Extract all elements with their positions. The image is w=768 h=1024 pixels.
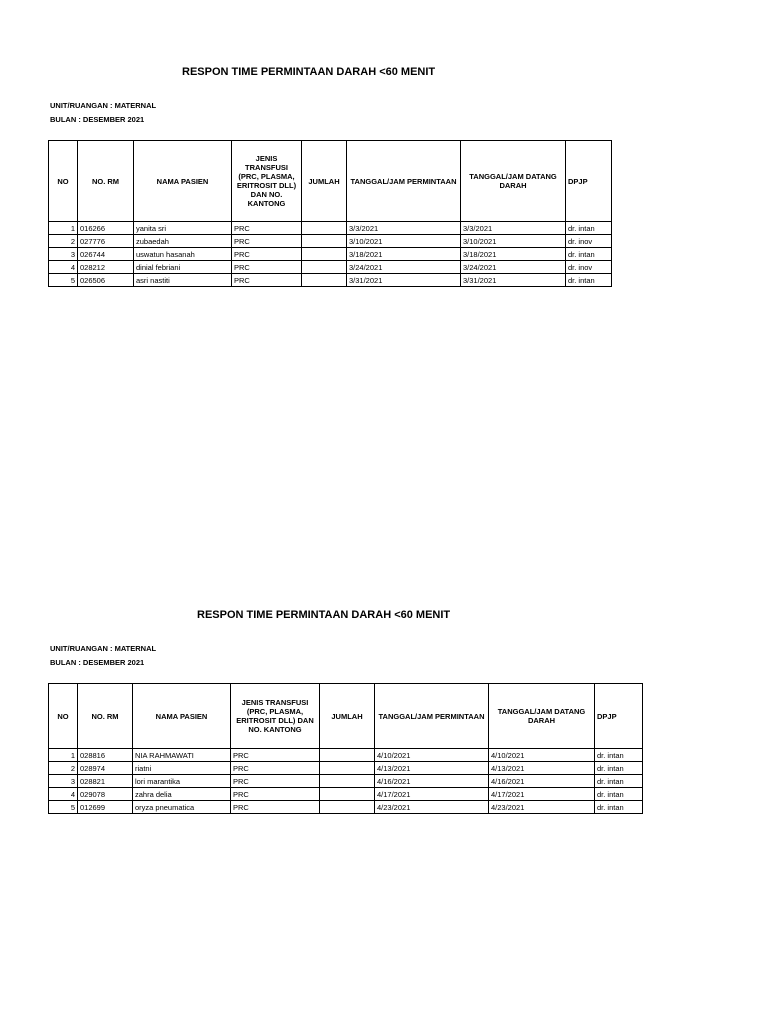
cell-rm: 028212 [78,261,134,274]
cell-arrival: 4/10/2021 [489,749,595,762]
cell-no: 5 [49,801,78,814]
header-dpjp: DPJP [595,684,643,749]
cell-type: PRC [231,775,320,788]
blood-request-table [48,683,643,814]
cell-name: riatni [133,762,231,775]
table-header-row [49,684,643,749]
cell-name: zahra delia [133,788,231,801]
cell-qty [320,749,375,762]
cell-request: 4/10/2021 [375,749,489,762]
header-request-time: TANGGAL/JAM PERMINTAAN [375,684,489,749]
cell-name: dinial febriani [134,261,232,274]
header-arrival-time: TANGGAL/JAM DATANG DARAH [461,141,566,222]
cell-no: 3 [49,775,78,788]
header-transfusion-type: JENIS TRANSFUSI (PRC, PLASMA, ERITROSIT DLL) DAN NO. KANTONG [232,141,302,222]
cell-dpjp: dr. intan [595,749,643,762]
unit-label: UNIT/RUANGAN : MATERNAL [50,101,157,110]
header-rm: NO. RM [78,141,134,222]
header-transfusion-type: JENIS TRANSFUSI (PRC, PLASMA, ERITROSIT DLL) DAN NO. KANTONG [231,684,320,749]
cell-no: 2 [49,235,78,248]
cell-type: PRC [232,261,302,274]
header-name: NAMA PASIEN [133,684,231,749]
cell-no: 1 [49,749,78,762]
table-row [49,801,643,814]
cell-rm: 026506 [78,274,134,287]
table-row [49,274,612,287]
cell-no: 4 [49,261,78,274]
cell-request: 3/10/2021 [347,235,461,248]
cell-request: 3/3/2021 [347,222,461,235]
cell-name: oryza pneumatica [133,801,231,814]
cell-arrival: 3/10/2021 [461,235,566,248]
cell-qty [302,235,347,248]
table-row [49,749,643,762]
blood-request-table [48,140,612,287]
cell-dpjp: dr. inov [566,261,612,274]
cell-type: PRC [231,801,320,814]
table-row [49,261,612,274]
cell-name: yanita sri [134,222,232,235]
cell-arrival: 3/18/2021 [461,248,566,261]
cell-arrival: 3/3/2021 [461,222,566,235]
cell-type: PRC [231,788,320,801]
cell-no: 4 [49,788,78,801]
table-row [49,788,643,801]
cell-dpjp: dr. intan [595,775,643,788]
cell-qty [320,775,375,788]
cell-dpjp: dr. intan [566,222,612,235]
table-row [49,222,612,235]
cell-arrival: 4/23/2021 [489,801,595,814]
cell-type: PRC [231,749,320,762]
header-name: NAMA PASIEN [134,141,232,222]
cell-type: PRC [232,248,302,261]
cell-dpjp: dr. intan [595,762,643,775]
table-header-row [49,141,612,222]
table-row [49,775,643,788]
cell-qty [302,248,347,261]
cell-dpjp: dr. intan [566,274,612,287]
cell-rm: 028821 [78,775,133,788]
cell-type: PRC [231,762,320,775]
table-row [49,248,612,261]
cell-name: asri nastiti [134,274,232,287]
cell-request: 3/31/2021 [347,274,461,287]
cell-request: 3/18/2021 [347,248,461,261]
cell-name: uswatun hasanah [134,248,232,261]
cell-qty [302,274,347,287]
cell-rm: 027776 [78,235,134,248]
header-arrival-time: TANGGAL/JAM DATANG DARAH [489,684,595,749]
cell-name: NIA RAHMAWATI [133,749,231,762]
cell-rm: 029078 [78,788,133,801]
header-rm: NO. RM [78,684,133,749]
cell-arrival: 4/13/2021 [489,762,595,775]
unit-label: UNIT/RUANGAN : MATERNAL [50,644,157,653]
cell-name: zubaedah [134,235,232,248]
cell-dpjp: dr. inov [566,235,612,248]
cell-dpjp: dr. intan [595,801,643,814]
cell-qty [320,801,375,814]
cell-request: 4/13/2021 [375,762,489,775]
cell-arrival: 3/24/2021 [461,261,566,274]
table-row [49,762,643,775]
cell-name: lori marantika [133,775,231,788]
cell-request: 3/24/2021 [347,261,461,274]
cell-rm: 028974 [78,762,133,775]
month-label: BULAN : DESEMBER 2021 [50,658,145,667]
cell-type: PRC [232,274,302,287]
report-title: RESPON TIME PERMINTAAN DARAH <60 MENIT [197,609,451,621]
cell-arrival: 4/16/2021 [489,775,595,788]
cell-qty [320,762,375,775]
header-no: NO [49,141,78,222]
cell-no: 5 [49,274,78,287]
cell-no: 3 [49,248,78,261]
header-no: NO [49,684,78,749]
header-dpjp: DPJP [566,141,612,222]
cell-qty [320,788,375,801]
cell-request: 4/16/2021 [375,775,489,788]
cell-arrival: 4/17/2021 [489,788,595,801]
cell-no: 1 [49,222,78,235]
table-row [49,235,612,248]
cell-rm: 012699 [78,801,133,814]
cell-request: 4/23/2021 [375,801,489,814]
cell-rm: 026744 [78,248,134,261]
cell-qty [302,222,347,235]
cell-no: 2 [49,762,78,775]
cell-arrival: 3/31/2021 [461,274,566,287]
month-label: BULAN : DESEMBER 2021 [50,115,145,124]
report-title: RESPON TIME PERMINTAAN DARAH <60 MENIT [182,66,436,78]
header-request-time: TANGGAL/JAM PERMINTAAN [347,141,461,222]
cell-rm: 028816 [78,749,133,762]
cell-dpjp: dr. intan [566,248,612,261]
cell-rm: 016266 [78,222,134,235]
header-qty: JUMLAH [320,684,375,749]
cell-qty [302,261,347,274]
cell-type: PRC [232,222,302,235]
cell-request: 4/17/2021 [375,788,489,801]
cell-type: PRC [232,235,302,248]
header-qty: JUMLAH [302,141,347,222]
cell-dpjp: dr. intan [595,788,643,801]
